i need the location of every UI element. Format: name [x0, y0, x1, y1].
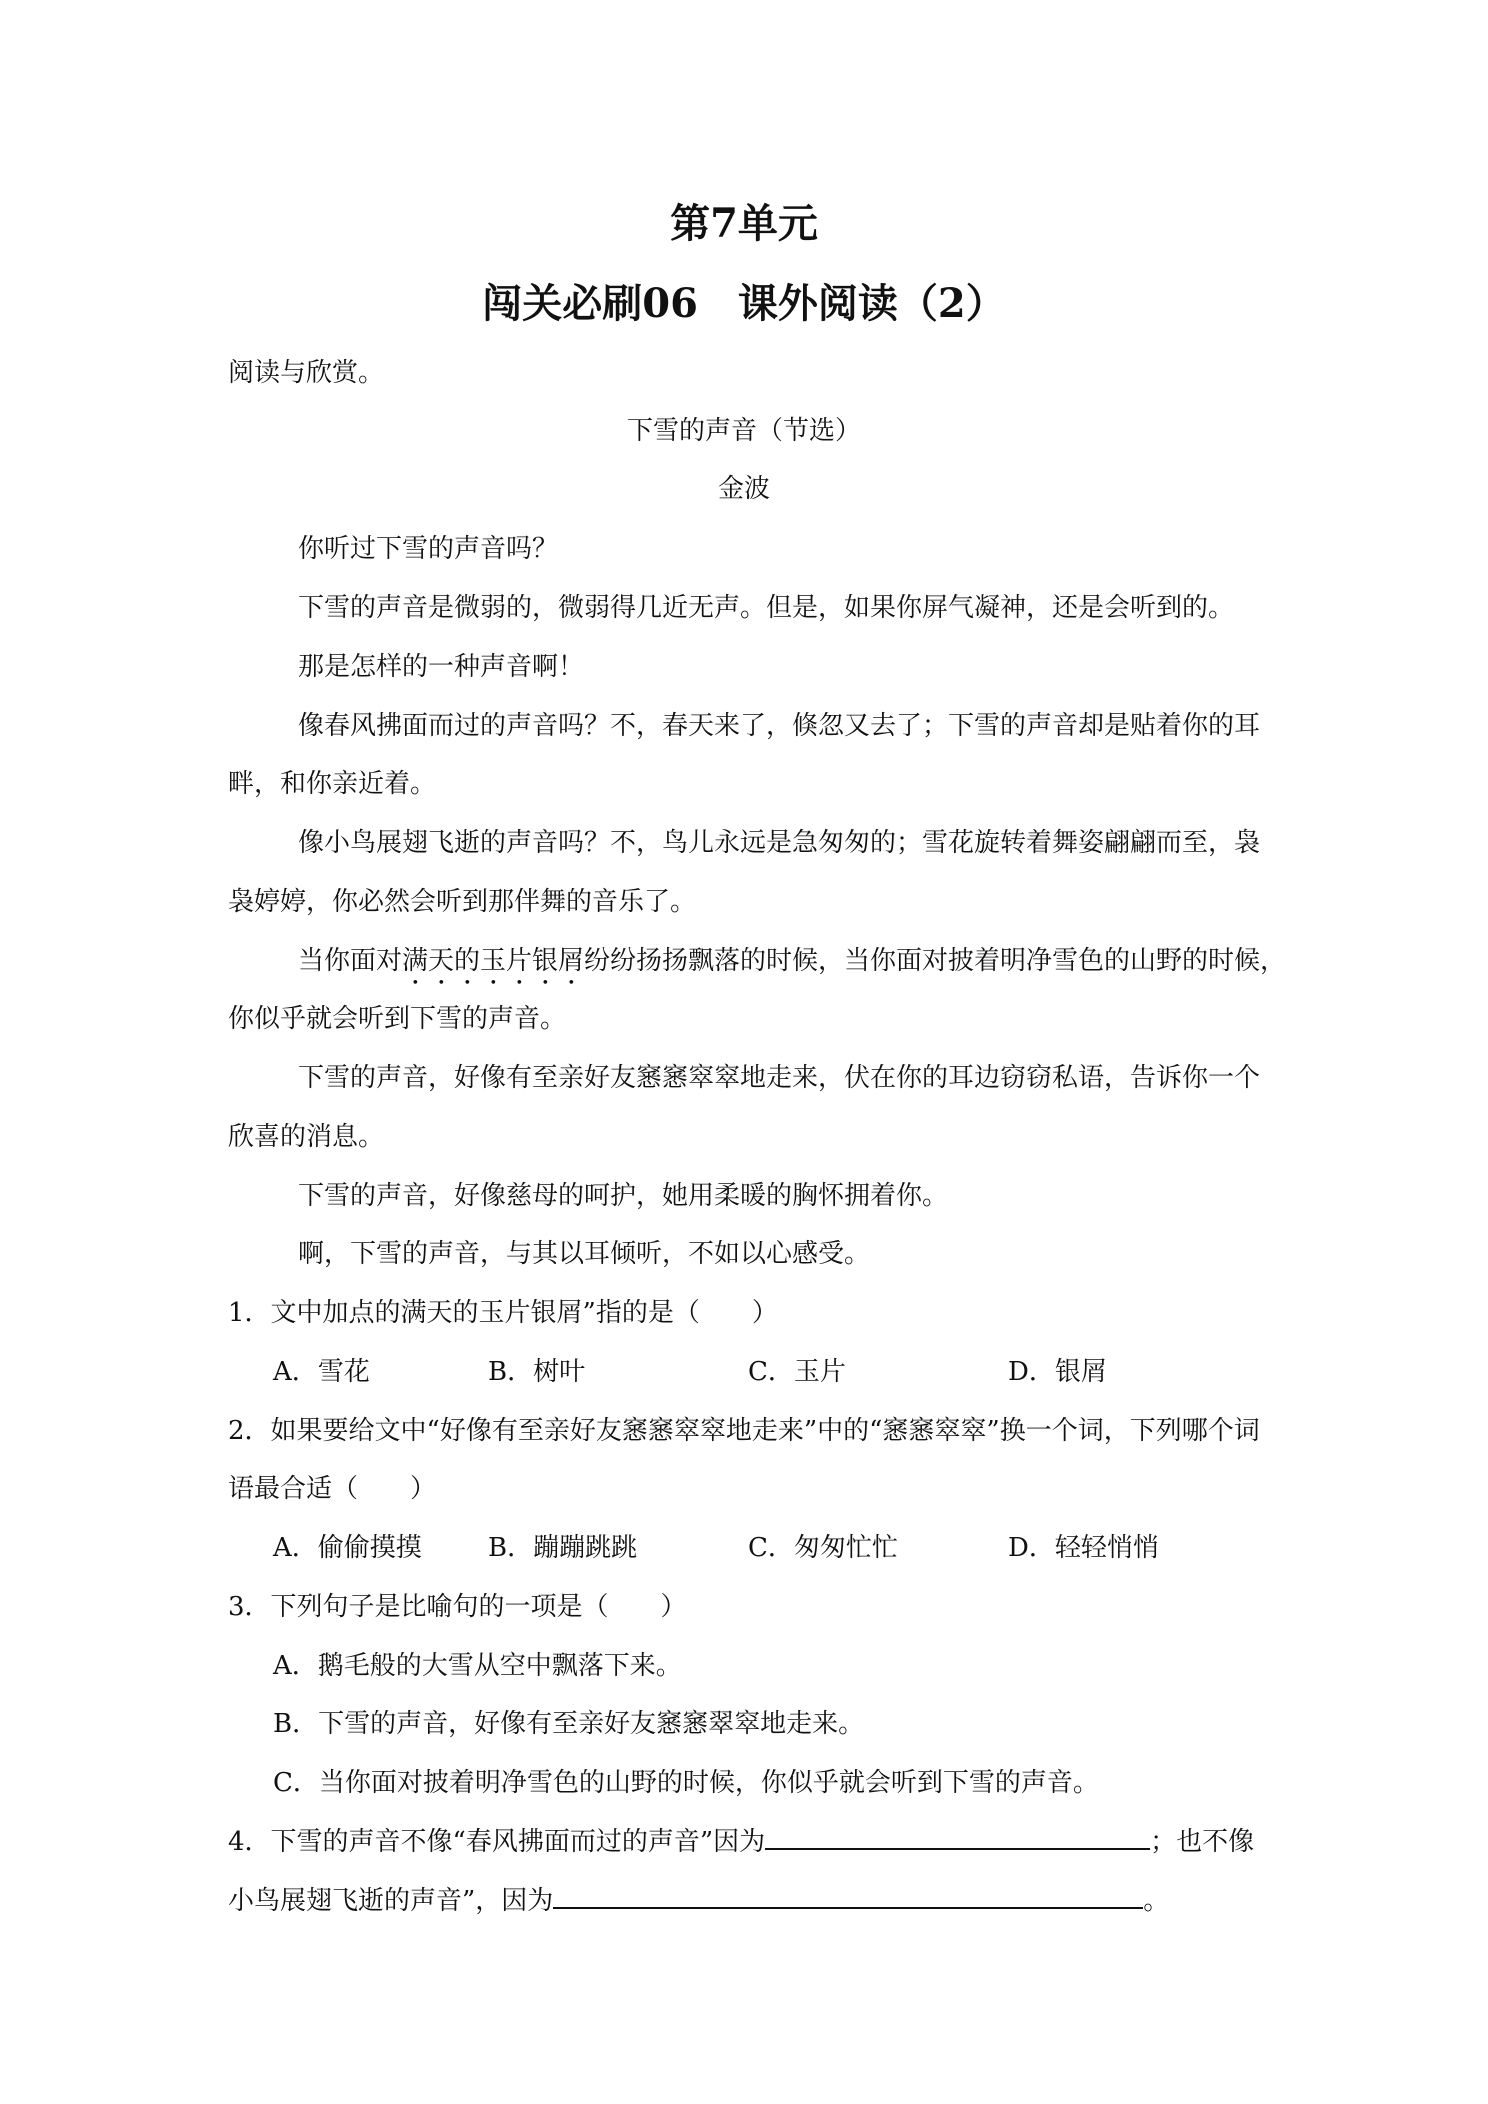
question-2-option-c: C．匆匆忙忙 — [748, 1533, 898, 1563]
paragraph-6-line-1 — [298, 940, 1286, 991]
paragraph-6-line-2: 你似乎就会听到下雪的声音。 — [228, 1004, 567, 1034]
question-1-stem: 1．文中加点的满天的玉片银屑”指的是（ ） — [228, 1298, 778, 1328]
question-4-text-3: 小鸟展翅飞逝的声音”，因为 — [228, 1886, 554, 1916]
question-4-text-1: 4．下雪的声音不像“春风拂面而过的声音”因为 — [228, 1827, 766, 1857]
answer-blank-2[interactable] — [553, 1883, 1143, 1909]
paragraph-6-text-after: 纷纷扬扬飘落的时候，当你面对披着明净雪色的山野的时候， — [584, 946, 1287, 976]
article-author: 金波 — [717, 474, 770, 504]
emphasized-phrase: 满天的玉片银屑 — [402, 946, 585, 976]
paragraph-9: 啊，下雪的声音，与其以耳倾听，不如以心感受。 — [298, 1239, 871, 1269]
question-3-option-c: C．当你面对披着明净雪色的山野的时候，你似乎就会听到下雪的声音。 — [273, 1768, 1099, 1798]
question-3-option-a: A．鹅毛般的大雪从空中飘落下来。 — [273, 1651, 682, 1681]
paragraph-5-line-1: 像小鸟展翅飞逝的声音吗？不，鸟儿永远是急匆匆的；雪花旋转着舞姿翩翩而至，袅 — [298, 828, 1261, 858]
paragraph-8: 下雪的声音，好像慈母的呵护，她用柔暖的胸怀拥着你。 — [298, 1181, 949, 1211]
question-1-option-b: B．树叶 — [488, 1357, 586, 1387]
paragraph-4-line-2: 畔，和你亲近着。 — [228, 769, 437, 799]
question-4-line-2 — [228, 1880, 1169, 1917]
answer-blank-1[interactable] — [765, 1824, 1150, 1850]
question-3-option-b: B．下雪的声音，好像有至亲好友窸窸翠窣地走来。 — [273, 1709, 865, 1739]
page-subtitle: 闯关必刷06 课外阅读（2） — [482, 280, 1006, 327]
question-4-text-4: 。 — [1143, 1886, 1170, 1916]
paragraph-6-text-before: 当你面对 — [298, 946, 403, 976]
paragraph-2: 下雪的声音是微弱的，微弱得几近无声。但是，如果你屏气凝神，还是会听到的。 — [298, 593, 1235, 623]
question-4-text-2: ；也不像 — [1150, 1827, 1255, 1857]
question-4-line-1 — [228, 1821, 1254, 1858]
question-2-stem-line-2: 语最合适（ ） — [228, 1474, 437, 1504]
paragraph-1: 你听过下雪的声音吗？ — [298, 534, 559, 564]
question-1-option-d: D．银屑 — [1008, 1357, 1107, 1387]
paragraph-3: 那是怎样的一种声音啊！ — [298, 652, 585, 682]
paragraph-7-line-1: 下雪的声音，好像有至亲好友窸窸窣窣地走来，伏在你的耳边窃窃私语，告诉你一个 — [298, 1063, 1261, 1093]
paragraph-4-line-1: 像春风拂面而过的声音吗？不，春天来了，倏忽又去了；下雪的声音却是贴着你的耳 — [298, 711, 1261, 741]
instruction: 阅读与欣赏。 — [228, 358, 385, 388]
question-2-option-d: D．轻轻悄悄 — [1008, 1533, 1159, 1563]
question-2-option-a: A．偷偷摸摸 — [273, 1533, 422, 1563]
article-title: 下雪的声音（节选） — [626, 416, 861, 446]
question-1-option-a: A．雪花 — [273, 1357, 370, 1387]
paragraph-5-line-2: 袅婷婷，你必然会听到那伴舞的音乐了。 — [228, 887, 697, 917]
question-2-option-b: B．蹦蹦跳跳 — [488, 1533, 638, 1563]
question-3-stem: 3．下列句子是比喻句的一项是（ ） — [228, 1592, 687, 1622]
unit-title: 第7单元 — [670, 200, 818, 247]
question-2-stem-line-1: 2．如果要给文中“好像有至亲好友窸窸窣窣地走来”中的“窸窸窣窣”换一个词，下列哪个词 — [228, 1416, 1260, 1446]
paragraph-7-line-2: 欣喜的消息。 — [228, 1122, 385, 1152]
question-1-option-c: C．玉片 — [748, 1357, 846, 1387]
